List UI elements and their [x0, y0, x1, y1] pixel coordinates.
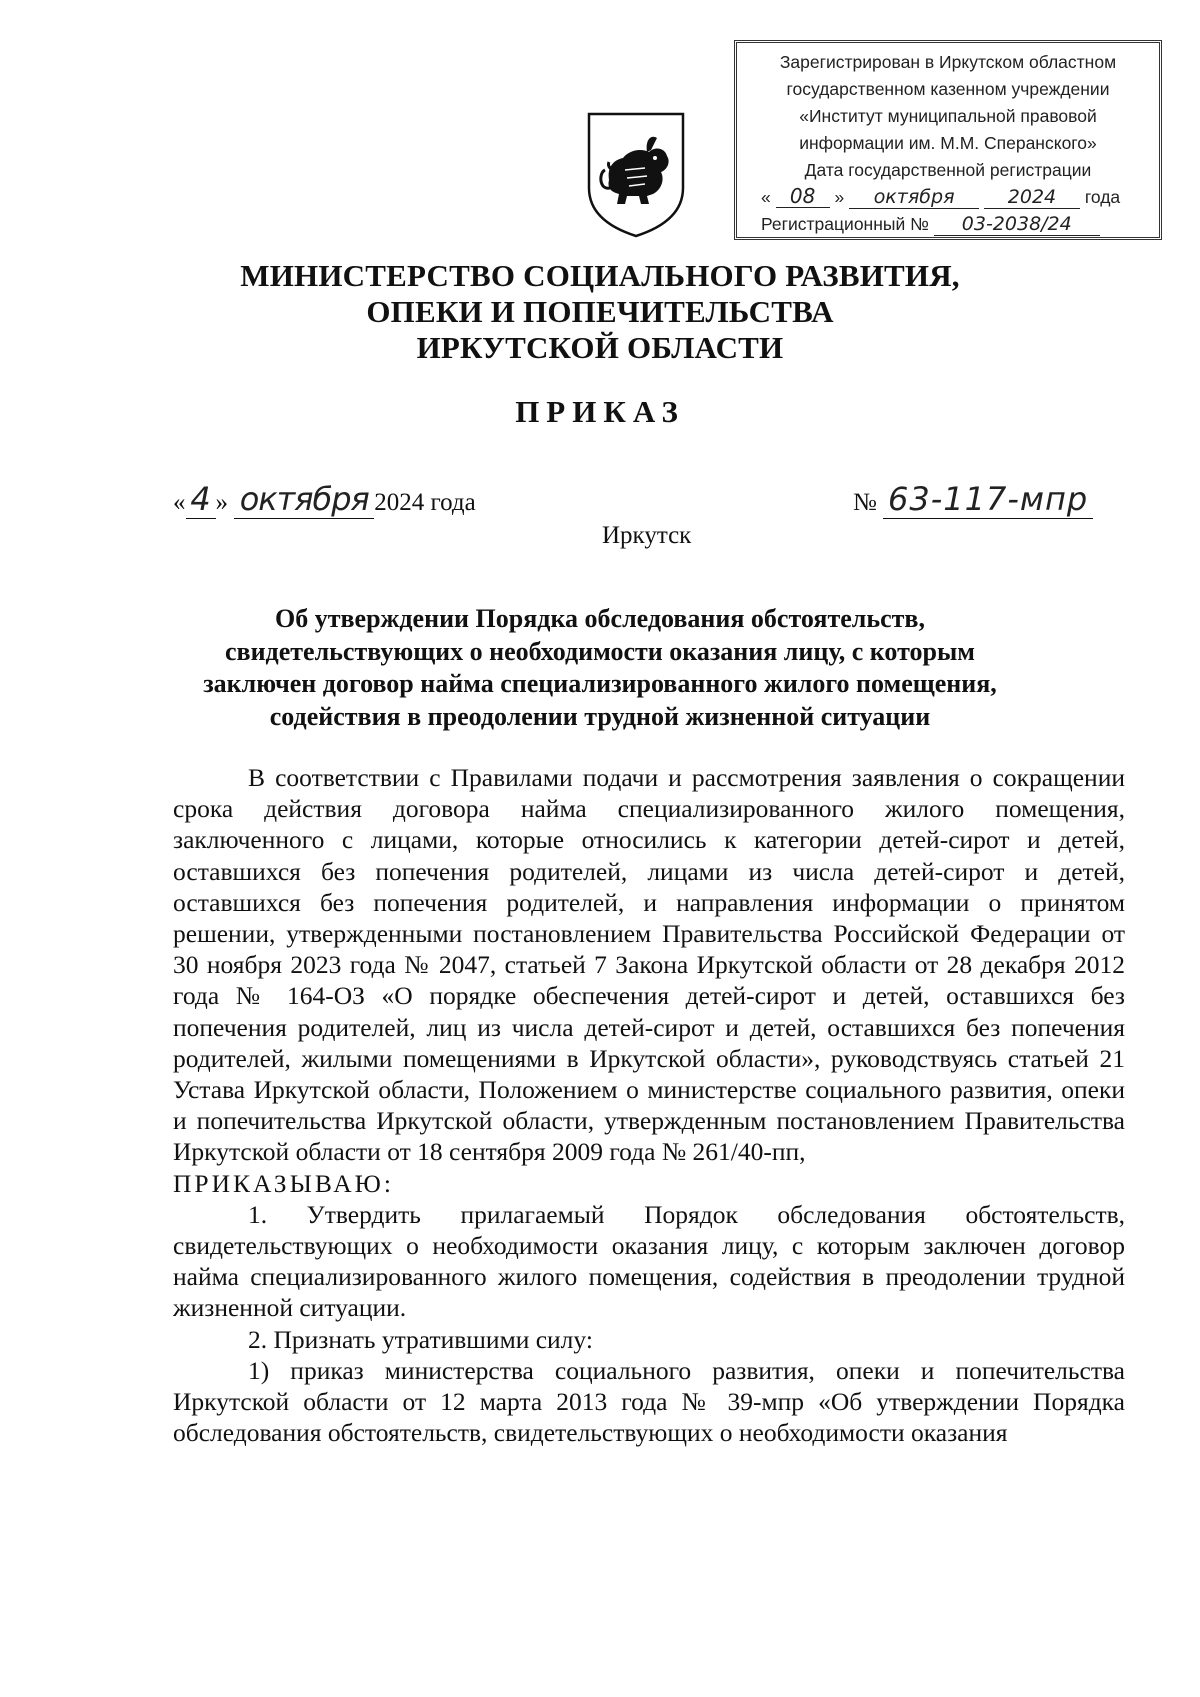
title-line: заключен договор найма специализированного жилого помещения, — [203, 669, 997, 698]
order-city: Иркутск — [602, 522, 692, 549]
order-word: ПРИКАЗЫВАЮ: — [173, 1168, 394, 1198]
title-line: свидетельствующих о необходимости оказания лицу, с которым — [225, 636, 975, 666]
document-title — [0, 603, 1200, 733]
stamp-line: информации им. М.М. Сперанского» — [799, 133, 1097, 153]
stamp-date-row — [737, 184, 1159, 211]
ministry-line: ИРКУТСКОЙ ОБЛАСТИ — [416, 330, 784, 365]
coat-of-arms-emblem — [585, 110, 687, 240]
preamble-paragraph: В соответствии с Правилами подачи и рассмотрения заявления о сокращении срока действия договора найма специализированного жилого помещения, заключенного с лицами, которые относились к категории детей-сирот и детей, оставшихся без попечения родителей, лицами из числа детей-сирот и детей, оставшихся без попечения родителей, и направления информации о принятом решении, утвержденными постановлением Правительства Российской Федерации от 30 ноября 2023 года № 2047, статьей 7 Закона Иркутской области от 28 декабря 2012 года № 164-ОЗ «О порядке обеспечения детей-сирот и детей, оставшихся без попечения родителей, лиц из числа детей-сирот и детей, оставшихся без попечения родителей, жилыми помещениями в Иркутской области», руководствуясь статьей 21 Устава Иркутской области, Положением о министерстве социального развития, опеки и попечительства Иркутской области, утвержденным постановлением Правительства Иркутской области от 18 сентября 2009 года № 261/40-пп, — [173, 763, 1125, 1167]
registration-stamp — [734, 40, 1162, 240]
stamp-line: Зарегистрирован в Иркутском областном — [779, 52, 1117, 72]
order-number-handwritten: 63-117-мпр — [883, 480, 1093, 519]
title-line: Об утверждении Порядка обследования обстоятельств, — [275, 604, 925, 633]
ministry-line: ОПЕКИ И ПОПЕЧИТЕЛЬСТВА — [366, 294, 834, 329]
order-month-handwritten: октября — [234, 480, 374, 519]
stamp-reg-label: Регистрационный № — [761, 214, 929, 234]
stamp-open-quote: « — [761, 187, 771, 207]
clause-2-1-paragraph: 1) приказ министерства социального развития, опеки и попечительства Иркутской области от 12 марта 2013 года № 39-мпр «Об утверждении Порядка обследования обстоятельств, свидетельствующих о необходимости оказания — [173, 1355, 1125, 1448]
ministry-line: МИНИСТЕРСТВО СОЦИАЛЬНОГО РАЗВИТИЯ, — [240, 258, 960, 293]
stamp-year-handwritten: 2024 — [984, 186, 1080, 209]
clause-2-paragraph: 2. Признать утратившими силу: — [248, 1324, 593, 1354]
stamp-close-quote: » — [834, 187, 845, 207]
ministry-header — [0, 258, 1200, 366]
order-year-text: 2024 года — [374, 489, 476, 516]
clause-1-paragraph: 1. Утвердить прилагаемый Порядок обследования обстоятельств, свидетельствующих о необходимости оказания лицу, с которым заключен договор найма специализированного жилого помещения, содействия в преодолении трудной жизненной ситуации. — [173, 1199, 1125, 1323]
stamp-year-word: года — [1084, 187, 1121, 207]
stamp-line: Дата государственной регистрации — [804, 160, 1092, 180]
stamp-reg-number-handwritten: 03-2038/24 — [934, 213, 1100, 236]
order-date-open-quote: « — [173, 489, 186, 516]
order-date-close-quote: » — [215, 489, 228, 516]
document-type-heading: ПРИКАЗ — [515, 394, 685, 429]
title-line: содействия в преодолении трудной жизненной ситуации — [269, 701, 931, 731]
stamp-reg-number-row — [737, 211, 1159, 238]
stamp-line: государственном казенном учреждении — [786, 79, 1110, 99]
stamp-day-handwritten: 08 — [776, 185, 830, 208]
order-day-handwritten: 4 — [186, 480, 216, 519]
order-number-sign: № — [853, 489, 877, 516]
document-body — [173, 762, 1125, 1448]
order-date — [173, 480, 476, 519]
stamp-month-handwritten: октября — [849, 186, 979, 209]
order-number — [853, 480, 1093, 519]
stamp-line: «Институт муниципальной правовой — [799, 106, 1097, 126]
